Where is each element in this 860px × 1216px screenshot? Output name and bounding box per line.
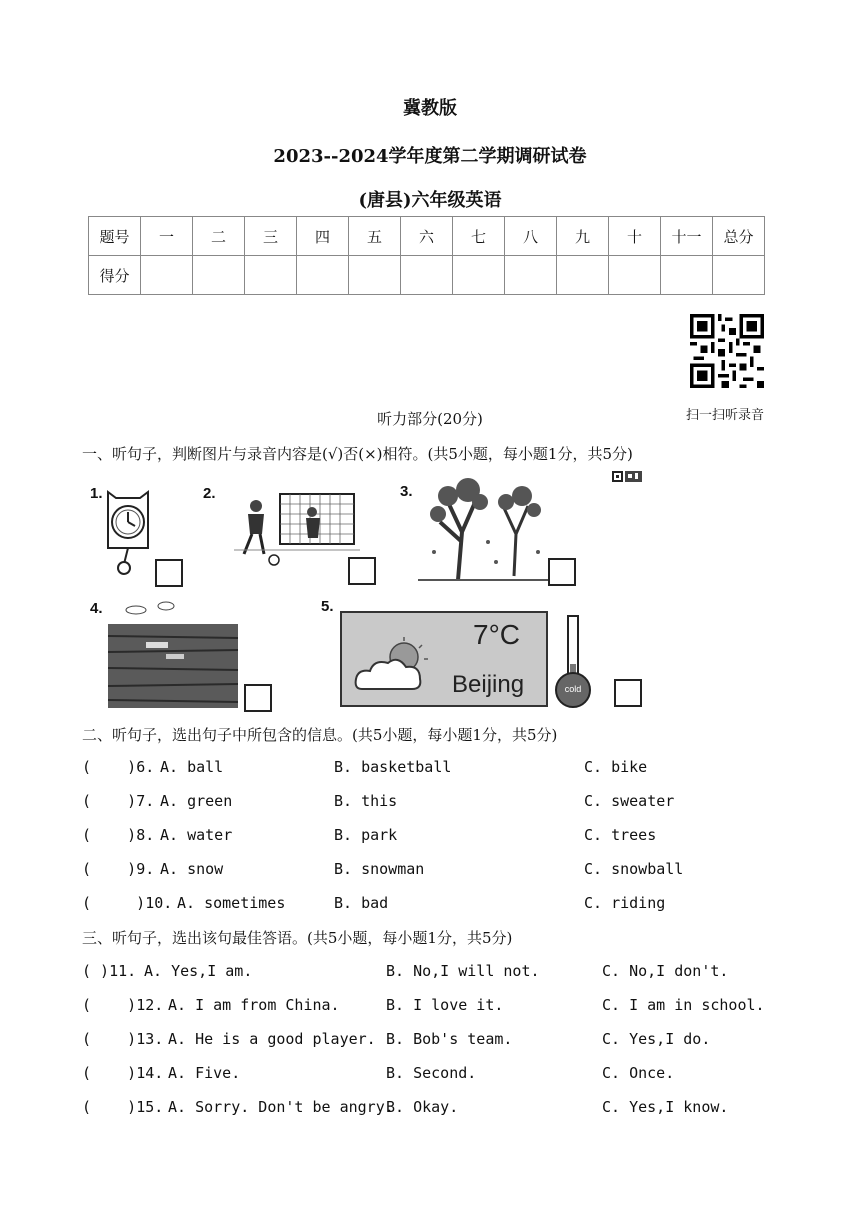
- score-table-cell: 八: [505, 217, 557, 256]
- thermometer-label: cold: [564, 684, 582, 694]
- question-row: [82, 860, 154, 878]
- picture-number: 3.: [400, 483, 413, 500]
- answer-box-5[interactable]: [614, 679, 642, 707]
- answer-box-4[interactable]: [244, 684, 272, 712]
- option-a: A. water: [160, 826, 233, 844]
- answer-paren[interactable]: ( ): [82, 962, 110, 980]
- option-c: C. Once.: [602, 1064, 675, 1082]
- option-c: C. sweater: [584, 792, 675, 810]
- answer-paren[interactable]: ( ): [82, 894, 146, 912]
- score-table-cell: 九: [557, 217, 609, 256]
- score-input-cell[interactable]: [245, 256, 297, 295]
- question-row: [82, 996, 163, 1014]
- score-table-cell: 得分: [89, 256, 141, 295]
- soccer-goal-picture: [234, 488, 360, 568]
- qr-code-icon[interactable]: [690, 314, 764, 388]
- question-row: [82, 894, 172, 912]
- question-number: 15.: [136, 1098, 164, 1116]
- exam-title: 2023--2024学年度第二学期调研试卷: [273, 146, 587, 167]
- option-b: B. Okay.: [386, 1098, 459, 1116]
- option-a: A. Yes,I am.: [144, 962, 253, 980]
- answer-paren[interactable]: ( ): [82, 826, 137, 844]
- answer-paren[interactable]: ( ): [82, 1064, 137, 1082]
- cloudy-sun-icon: [350, 637, 440, 697]
- option-a: A. green: [160, 792, 233, 810]
- question-number: 9.: [136, 860, 155, 878]
- option-b: B. Bob's team.: [386, 1030, 513, 1048]
- score-table-cell: 二: [193, 217, 245, 256]
- score-input-cell[interactable]: [193, 256, 245, 295]
- section-2-heading: 二、听句子，选出句子中所包含的信息。(共5小题，每小题1分，共5分): [82, 726, 558, 744]
- river-boats-picture: [106, 598, 240, 710]
- option-c: C. Yes,I do.: [602, 1030, 711, 1048]
- temperature-text: 7°C: [473, 619, 520, 650]
- option-b: B. Second.: [386, 1064, 477, 1082]
- answer-paren[interactable]: ( ): [82, 996, 137, 1014]
- option-c: C. No,I don't.: [602, 962, 729, 980]
- score-table-cell: 一: [141, 217, 193, 256]
- option-a: A. Five.: [168, 1064, 241, 1082]
- score-table-cell: 总分: [713, 217, 765, 256]
- score-input-cell[interactable]: [505, 256, 557, 295]
- score-table-cell: 五: [349, 217, 401, 256]
- option-a: A. ball: [160, 758, 224, 776]
- score-input-cell[interactable]: [609, 256, 661, 295]
- option-a: A. sometimes: [177, 894, 286, 912]
- score-table-cell: 题号: [89, 217, 141, 256]
- question-number: 14.: [136, 1064, 164, 1082]
- score-table-cell: 七: [453, 217, 505, 256]
- section-1-heading: 一、听句子，判断图片与录音内容是(√)否(×)相符。(共5小题，每小题1分，共5分): [82, 445, 633, 463]
- question-row: [82, 1064, 163, 1082]
- option-b: B. basketball: [334, 758, 452, 776]
- score-input-cell[interactable]: [661, 256, 713, 295]
- option-c: C. riding: [584, 894, 666, 912]
- publisher-title: 冀教版: [403, 98, 457, 119]
- option-a: A. snow: [160, 860, 224, 878]
- option-a: A. I am from China.: [168, 996, 340, 1014]
- option-b: B. snowman: [334, 860, 425, 878]
- question-row: [82, 1098, 163, 1116]
- question-row: [82, 758, 154, 776]
- question-number: 8.: [136, 826, 155, 844]
- picture-number: 5.: [321, 598, 334, 615]
- listening-section-title: 听力部分(20分): [377, 410, 483, 428]
- option-b: B. this: [334, 792, 398, 810]
- option-a: A. Sorry. Don't be angry.: [168, 1098, 394, 1116]
- score-input-cell[interactable]: [453, 256, 505, 295]
- weather-panel: [340, 611, 548, 707]
- option-b: B. No,I will not.: [386, 962, 540, 980]
- option-c: C. snowball: [584, 860, 684, 878]
- exam-subtitle: (唐县)六年级英语: [358, 190, 502, 211]
- section-3-heading: 三、听句子，选出该句最佳答语。(共5小题，每小题1分，共5分): [82, 929, 513, 947]
- qr-caption: 扫一扫听录音: [686, 408, 765, 423]
- score-table-cell: 四: [297, 217, 349, 256]
- city-text: Beijing: [452, 671, 525, 698]
- option-b: B. bad: [334, 894, 389, 912]
- score-input-cell[interactable]: [297, 256, 349, 295]
- option-a: A. He is a good player.: [168, 1030, 376, 1048]
- picture-number: 1.: [90, 485, 103, 502]
- question-number: 6.: [136, 758, 155, 776]
- question-number: 13.: [136, 1030, 164, 1048]
- question-number: 12.: [136, 996, 164, 1014]
- answer-paren[interactable]: ( ): [82, 758, 137, 776]
- score-table-header-row: [89, 217, 765, 256]
- question-row: [82, 1030, 163, 1048]
- score-input-cell[interactable]: [141, 256, 193, 295]
- score-input-cell[interactable]: [401, 256, 453, 295]
- picture-number: 2.: [203, 485, 216, 502]
- score-table: [88, 216, 765, 295]
- option-c: C. bike: [584, 758, 648, 776]
- answer-box-3[interactable]: [548, 558, 576, 586]
- small-qr-icon: [612, 471, 642, 482]
- answer-paren[interactable]: ( ): [82, 792, 137, 810]
- question-number: 7.: [136, 792, 155, 810]
- score-table-cell: 十一: [661, 217, 713, 256]
- thermometer-icon: [552, 614, 594, 710]
- answer-paren[interactable]: ( ): [82, 1030, 137, 1048]
- answer-paren[interactable]: ( ): [82, 1098, 137, 1116]
- autumn-trees-picture: [418, 472, 548, 582]
- question-row: [82, 826, 154, 844]
- option-b: B. I love it.: [386, 996, 504, 1014]
- score-input-cell[interactable]: [349, 256, 401, 295]
- option-c: C. trees: [584, 826, 657, 844]
- question-row: [82, 792, 154, 810]
- option-c: C. Yes,I know.: [602, 1098, 729, 1116]
- owl-clock-picture: [104, 488, 152, 580]
- question-number: 11.: [109, 962, 137, 980]
- answer-box-2[interactable]: [348, 557, 376, 585]
- score-input-cell[interactable]: [713, 256, 765, 295]
- option-c: C. I am in school.: [602, 996, 765, 1014]
- score-table-cell: 三: [245, 217, 297, 256]
- answer-paren[interactable]: ( ): [82, 860, 137, 878]
- score-table-cell: 六: [401, 217, 453, 256]
- question-row: [82, 962, 136, 980]
- score-table-cell: 十: [609, 217, 661, 256]
- picture-number: 4.: [90, 600, 103, 617]
- option-b: B. park: [334, 826, 398, 844]
- answer-box-1[interactable]: [155, 559, 183, 587]
- score-input-cell[interactable]: [557, 256, 609, 295]
- question-number: 10.: [145, 894, 173, 912]
- score-table-score-row: [89, 256, 765, 295]
